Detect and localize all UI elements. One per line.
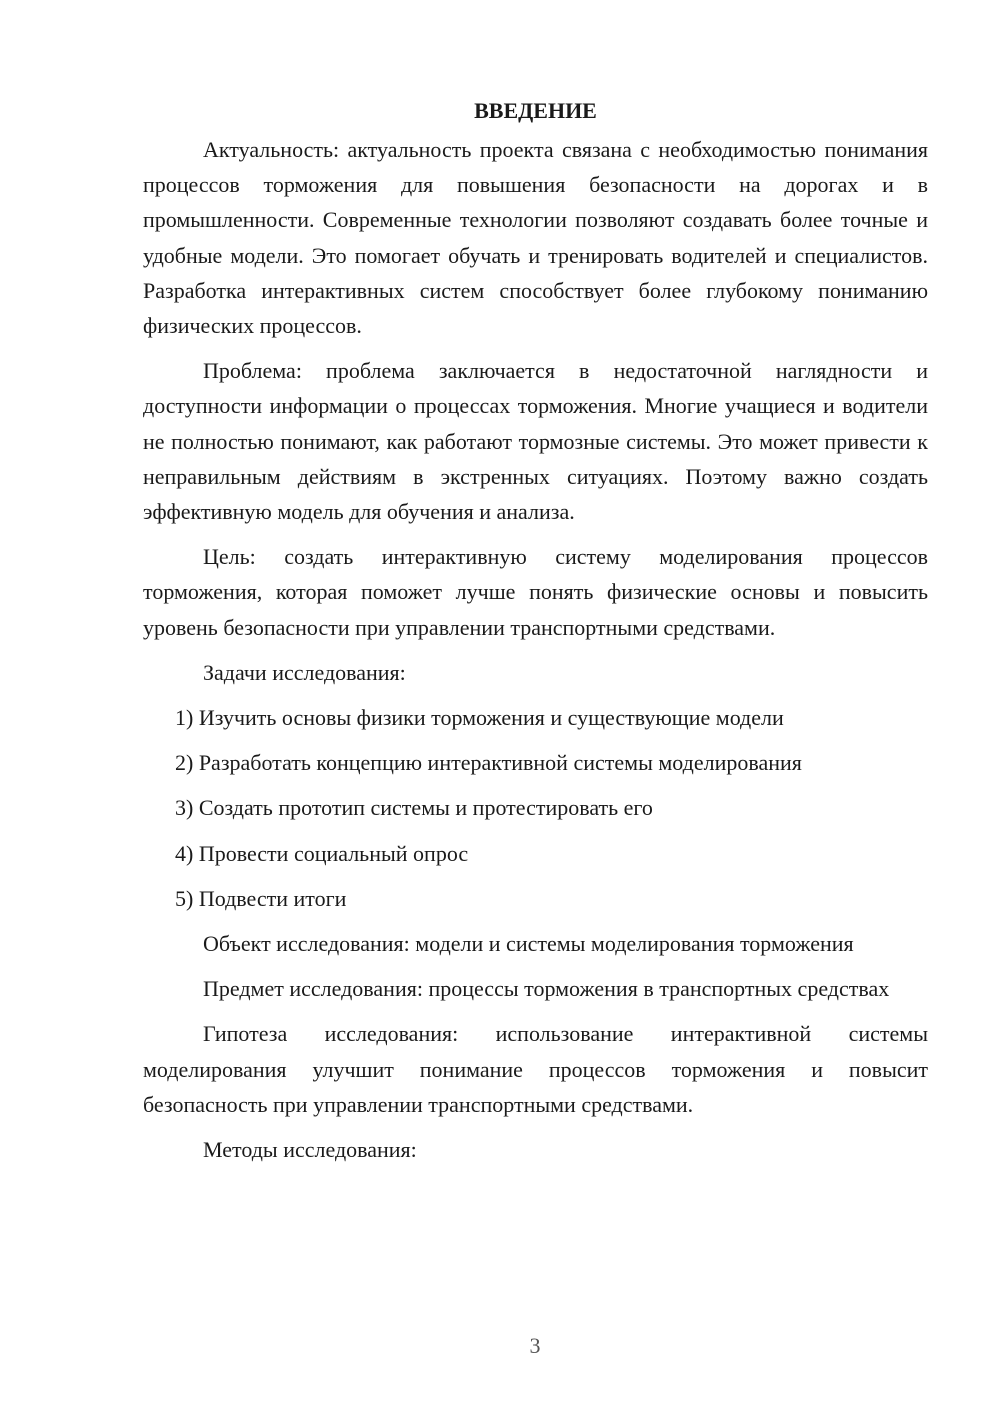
tasks-list xyxy=(143,700,928,916)
list-item: 1) Изучить основы физики торможения и существующие модели xyxy=(175,705,784,731)
list-item: 5) Подвести итоги xyxy=(175,885,347,911)
page-title: ВВЕДЕНИЕ xyxy=(474,98,597,123)
list-item: 2) Разработать концепцию интерактивной системы моделирования xyxy=(175,750,802,776)
hypothesis-paragraph: Гипотеза исследования: использование интерактивной системы моделирования улучшит понимание процессов торможения и повысит безопасность при управлении транспортными средствами. xyxy=(143,1021,928,1117)
object-paragraph: Объект исследования: модели и системы моделирования торможения xyxy=(203,931,854,957)
subject-paragraph: Предмет исследования: процессы торможения в транспортных средствах xyxy=(203,976,890,1002)
document-page xyxy=(143,96,928,1177)
list-item: 3) Создать прототип системы и протестировать его xyxy=(175,795,653,821)
problem-paragraph: Проблема: проблема заключается в недостаточной наглядности и доступности информации о процессах торможения. Многие учащиеся и водители не полностью понимают, как работают тормозные системы. Это может привести к неправильным действиям в экстренных ситуациях. Поэтому важно создать эффективную модель для обучения и анализа. xyxy=(143,358,928,525)
tasks-title: Задачи исследования: xyxy=(203,659,406,685)
page-number: 3 xyxy=(529,1333,541,1358)
goal-paragraph: Цель: создать интерактивную систему моделирования процессов торможения, которая поможет лучше понять физические основы и повысить уровень безопасности при управлении транспортными средствами. xyxy=(143,544,928,640)
methods-title: Методы исследования: xyxy=(203,1137,417,1163)
relevance-paragraph: Актуальность: актуальность проекта связана с необходимостью понимания процессов торможения для повышения безопасности на дорогах и в промышленности. Современные технологии позволяют создавать более точные и удобные модели. Это помогает обучать и тренировать водителей и специалистов. Разработка интерактивных систем способствует более глубокому пониманию физических процессов. xyxy=(143,137,928,339)
list-item: 4) Провести социальный опрос xyxy=(175,840,469,866)
